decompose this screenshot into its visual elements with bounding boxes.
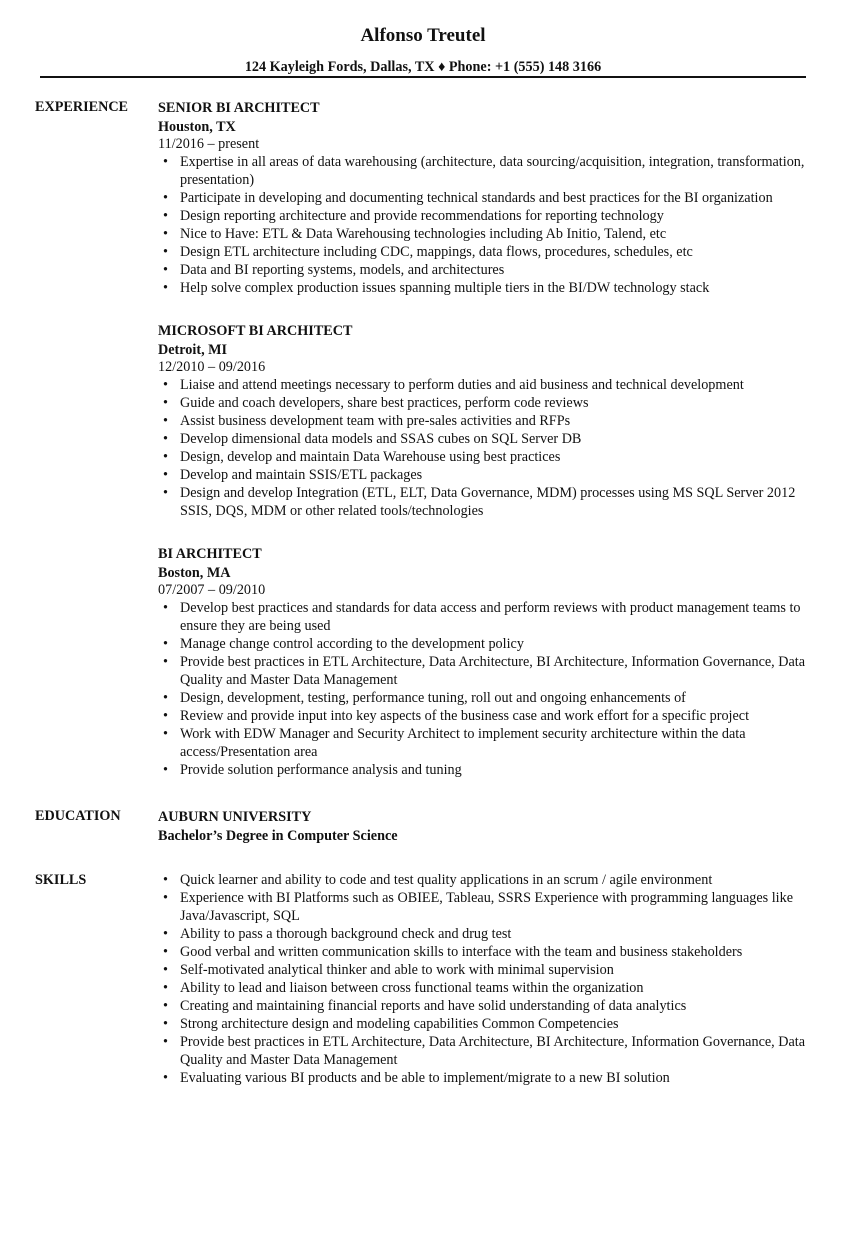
bullet-icon: •: [163, 600, 168, 616]
bullet-icon: •: [163, 726, 168, 742]
list-item: [158, 1033, 825, 1069]
degree: Bachelor’s Degree in Computer Science: [158, 828, 398, 844]
bullet-text: Design ETL architecture including CDC, mappings, data flows, procedures, schedules, etc: [180, 244, 693, 260]
bullet-icon: •: [163, 226, 168, 242]
job-entry: [158, 544, 825, 779]
list-item: [158, 599, 825, 635]
list-item: [158, 889, 825, 925]
bullet-icon: •: [163, 244, 168, 260]
school-name: AUBURN UNIVERSITY: [158, 809, 312, 825]
bullet-icon: •: [163, 485, 168, 501]
bullet-icon: •: [163, 1070, 168, 1086]
section-label-skills: SKILLS: [35, 872, 87, 888]
bullet-icon: •: [163, 690, 168, 706]
list-item: [158, 412, 825, 430]
list-item: [158, 1069, 825, 1087]
list-item: [158, 225, 825, 243]
bullet-text: Review and provide input into key aspects of the business case and work effort for a specific project: [180, 708, 750, 724]
bullet-text: Quick learner and ability to code and test quality applications in an scrum / agile environment: [180, 872, 713, 888]
bullet-icon: •: [163, 872, 168, 888]
bullet-text: Creating and maintaining financial reports and have solid understanding of data analytics: [180, 998, 687, 1014]
header-divider: [40, 76, 806, 78]
bullet-text: Provide best practices in ETL Architecture, Data Architecture, BI Architecture, Information Governance, Data Quality and Master Data Management: [180, 1034, 806, 1068]
bullet-icon: •: [163, 190, 168, 206]
bullet-icon: •: [163, 890, 168, 906]
bullet-icon: •: [163, 762, 168, 778]
bullet-text: Design, develop and maintain Data Warehouse using best practices: [180, 449, 561, 465]
bullet-text: Ability to lead and liaison between cross functional teams within the organization: [180, 980, 644, 996]
bullet-text: Guide and coach developers, share best practices, perform code reviews: [180, 395, 589, 411]
skills-body: [158, 871, 825, 1087]
bullet-icon: •: [163, 980, 168, 996]
list-item: [158, 153, 825, 189]
list-item: [158, 961, 825, 979]
list-item: [158, 725, 825, 761]
list-item: [158, 484, 825, 520]
job-bullets: [158, 599, 825, 779]
bullet-icon: •: [163, 280, 168, 296]
bullet-icon: •: [163, 449, 168, 465]
education-body: [158, 807, 825, 845]
list-item: [158, 689, 825, 707]
bullet-icon: •: [163, 413, 168, 429]
job-dates: 12/2010 – 09/2016: [158, 359, 266, 375]
bullet-icon: •: [163, 208, 168, 224]
skills-section: [35, 871, 825, 1087]
bullet-icon: •: [163, 262, 168, 278]
list-item: [158, 279, 825, 297]
list-item: [158, 1015, 825, 1033]
bullet-icon: •: [163, 1034, 168, 1050]
bullet-text: Nice to Have: ETL & Data Warehousing technologies including Ab Initio, Talend, etc: [180, 226, 667, 242]
job-entry: [158, 321, 825, 520]
bullet-icon: •: [163, 395, 168, 411]
section-label-experience: EXPERIENCE: [35, 99, 129, 115]
list-item: [158, 761, 825, 779]
bullet-text: Manage change control according to the development policy: [180, 636, 524, 652]
bullet-text: Develop best practices and standards for data access and perform reviews with product management teams to ensure they are being used: [180, 600, 801, 634]
bullet-icon: •: [163, 1016, 168, 1032]
bullet-text: Design and develop Integration (ETL, ELT, Data Governance, MDM) processes using MS SQL Server 2012 SSIS, DQS, MDM or other related tools/technologies: [180, 485, 796, 519]
bullet-text: Provide best practices in ETL Architecture, Data Architecture, BI Architecture, Information Governance, Data Quality and Master Data Management: [180, 654, 806, 688]
bullet-text: Liaise and attend meetings necessary to perform duties and aid business and technical development: [180, 377, 744, 393]
list-item: [158, 943, 825, 961]
job-location: Houston, TX: [158, 119, 236, 135]
section-label-education: EDUCATION: [35, 808, 121, 824]
list-item: [158, 261, 825, 279]
bullet-text: Help solve complex production issues spanning multiple tiers in the BI/DW technology stack: [180, 280, 710, 296]
bullet-icon: •: [163, 377, 168, 393]
bullet-text: Data and BI reporting systems, models, and architectures: [180, 262, 505, 278]
list-item: [158, 635, 825, 653]
list-item: [158, 243, 825, 261]
bullet-text: Work with EDW Manager and Security Architect to implement security architecture within the data access/Presentation area: [180, 726, 746, 760]
list-item: [158, 207, 825, 225]
bullet-icon: •: [163, 431, 168, 447]
bullet-text: Provide solution performance analysis and tuning: [180, 762, 462, 778]
list-item: [158, 394, 825, 412]
bullet-text: Participate in developing and documenting technical standards and best practices for the BI organization: [180, 190, 773, 206]
bullet-text: Evaluating various BI products and be able to implement/migrate to a new BI solution: [180, 1070, 670, 1086]
bullet-text: Assist business development team with pre-sales activities and RFPs: [180, 413, 571, 429]
resume-content: [35, 98, 825, 1087]
candidate-name: Alfonso Treutel: [360, 25, 486, 46]
job-title: SENIOR BI ARCHITECT: [158, 100, 320, 116]
bullet-icon: •: [163, 962, 168, 978]
bullet-text: Expertise in all areas of data warehousing (architecture, data sourcing/acquisition, integration, transformation, presentation): [180, 154, 805, 188]
bullet-text: Design reporting architecture and provide recommendations for reporting technology: [180, 208, 664, 224]
bullet-icon: •: [163, 636, 168, 652]
bullet-text: Develop dimensional data models and SSAS cubes on SQL Server DB: [180, 431, 582, 447]
contact-line: 124 Kayleigh Fords, Dallas, TX ♦ Phone: +1 (555) 148 3166: [244, 59, 602, 75]
list-item: [158, 979, 825, 997]
bullet-icon: •: [163, 944, 168, 960]
bullet-text: Design, development, testing, performance tuning, roll out and ongoing enhancements of: [180, 690, 686, 706]
job-title: MICROSOFT BI ARCHITECT: [158, 323, 353, 339]
list-item: [158, 653, 825, 689]
bullet-text: Experience with BI Platforms such as OBIEE, Tableau, SSRS Experience with programming languages like Java/Javascript, SQL: [180, 890, 794, 924]
bullet-text: Strong architecture design and modeling capabilities Common Competencies: [180, 1016, 619, 1032]
skills-bullets: [158, 871, 825, 1087]
job-location: Boston, MA: [158, 565, 231, 581]
job-location: Detroit, MI: [158, 342, 228, 358]
bullet-icon: •: [163, 926, 168, 942]
bullet-icon: •: [163, 154, 168, 170]
bullet-text: Good verbal and written communication skills to interface with the team and business stakeholders: [180, 944, 743, 960]
job-dates: 11/2016 – present: [158, 136, 260, 152]
list-item: [158, 871, 825, 889]
education-section: [35, 807, 825, 845]
bullet-text: Develop and maintain SSIS/ETL packages: [180, 467, 423, 483]
list-item: [158, 997, 825, 1015]
bullet-icon: •: [163, 998, 168, 1014]
experience-section: [35, 98, 825, 779]
job-entry: [158, 98, 825, 297]
list-item: [158, 466, 825, 484]
bullet-text: Self-motivated analytical thinker and able to work with minimal supervision: [180, 962, 614, 978]
list-item: [158, 707, 825, 725]
list-item: [158, 925, 825, 943]
experience-body: [158, 98, 825, 779]
job-bullets: [158, 376, 825, 520]
list-item: [158, 376, 825, 394]
bullet-icon: •: [163, 654, 168, 670]
bullet-icon: •: [163, 708, 168, 724]
job-dates: 07/2007 – 09/2010: [158, 582, 266, 598]
list-item: [158, 448, 825, 466]
job-title: BI ARCHITECT: [158, 546, 262, 562]
bullet-text: Ability to pass a thorough background check and drug test: [180, 926, 512, 942]
job-bullets: [158, 153, 825, 297]
bullet-icon: •: [163, 467, 168, 483]
list-item: [158, 430, 825, 448]
list-item: [158, 189, 825, 207]
